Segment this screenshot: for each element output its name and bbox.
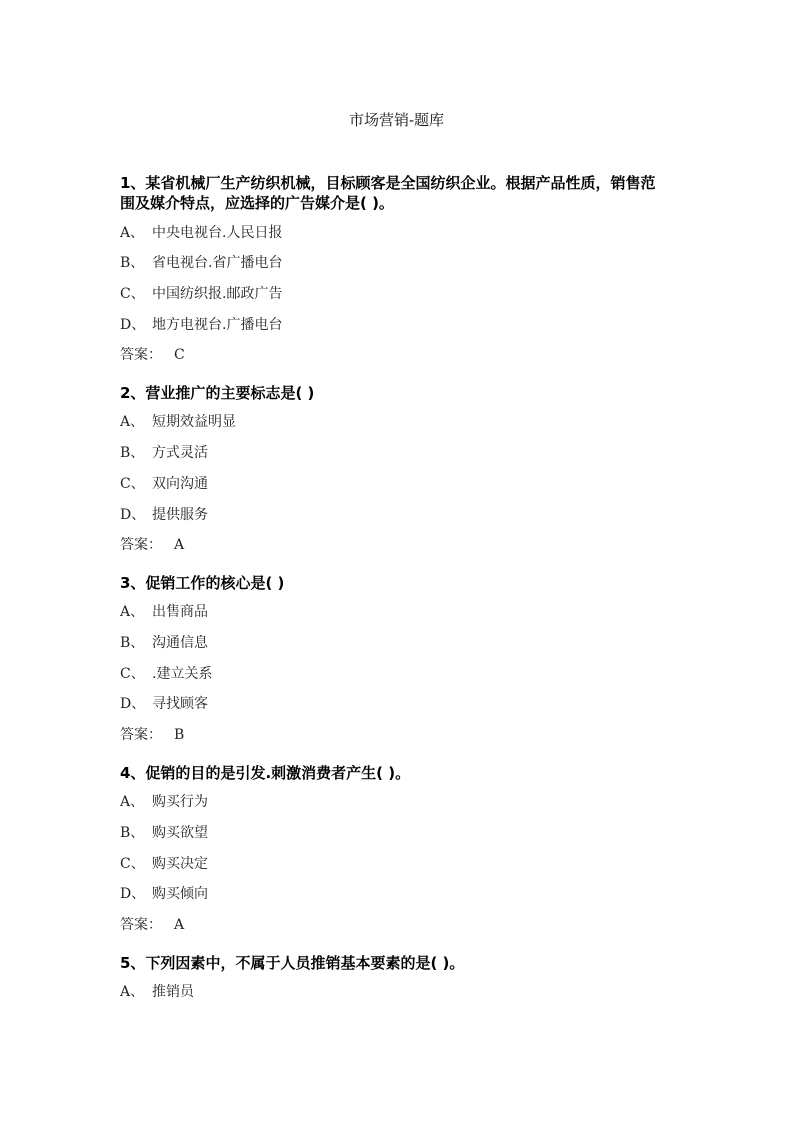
option-item: [120, 597, 665, 628]
option-item: [120, 689, 665, 720]
option-letter: C、: [120, 285, 145, 302]
option-text: 购买倾向: [152, 886, 208, 903]
question-text: 5、下列因素中，不属于人员推销基本要素的是( )。: [120, 953, 465, 972]
question-text: 2、营业推广的主要标志是( ): [120, 383, 315, 402]
option-text: 方式灵活: [152, 445, 208, 462]
option-text: 地方电视台.广播电台: [152, 316, 283, 333]
option-item: [120, 849, 665, 880]
page-title: 市场营销-题库: [348, 111, 445, 129]
answer-value: B: [174, 727, 185, 744]
option-item: [120, 879, 665, 910]
option-item: [120, 310, 665, 341]
question-block: [120, 173, 665, 371]
option-text: 沟通信息: [152, 635, 208, 652]
option-letter: B、: [120, 825, 145, 841]
option-item: [120, 977, 665, 1008]
option-letter: D、: [120, 506, 146, 523]
option-item: [120, 628, 665, 659]
option-letter: A、: [120, 224, 145, 241]
option-letter: D、: [120, 316, 146, 333]
option-text: 购买欲望: [152, 825, 208, 841]
option-letter: B、: [120, 445, 145, 462]
option-item: [120, 438, 665, 469]
option-letter: D、: [120, 696, 146, 713]
option-text: 中央电视台.人民日报: [152, 224, 283, 241]
option-text: 省电视台.省广播电台: [152, 255, 283, 272]
option-letter: A、: [120, 794, 145, 811]
option-item: [120, 218, 665, 249]
answer-line: [120, 340, 665, 371]
question-block: [120, 953, 665, 1008]
option-letter: A、: [120, 984, 145, 1001]
option-letter: C、: [120, 665, 145, 682]
option-item: [120, 787, 665, 818]
option-letter: A、: [120, 604, 145, 621]
question-text: 4、促销的目的是引发.刺激消费者产生( )。: [120, 763, 411, 782]
option-item: [120, 469, 665, 500]
option-item: [120, 818, 665, 849]
answer-label: 答案：: [120, 537, 162, 554]
option-letter: B、: [120, 635, 145, 652]
question-list: [120, 173, 665, 1008]
option-letter: C、: [120, 475, 145, 492]
option-letter: D、: [120, 886, 146, 903]
option-text: 中国纺织报.邮政广告: [152, 285, 283, 302]
option-letter: B、: [120, 255, 145, 272]
question-block: [120, 383, 665, 561]
answer-line: [120, 720, 665, 751]
answer-label: 答案：: [120, 347, 162, 364]
option-text: 短期效益明显: [152, 414, 236, 431]
answer-line: [120, 910, 665, 941]
answer-value: A: [174, 917, 185, 934]
option-text: 寻找顾客: [152, 696, 208, 713]
answer-value: C: [174, 347, 185, 364]
option-item: [120, 248, 665, 279]
option-text: 购买决定: [152, 855, 208, 872]
question-block: [120, 763, 665, 941]
question-text: 1、某省机械厂生产纺织机械，目标顾客是全国纺织企业。根据产品性质，销售范围及媒介特点，应选择的广告媒介是( )。: [120, 174, 656, 212]
option-text: 推销员: [152, 984, 194, 1001]
option-text: 双向沟通: [152, 475, 208, 492]
option-letter: C、: [120, 855, 145, 872]
option-letter: A、: [120, 414, 145, 431]
option-text: .建立关系: [152, 665, 213, 682]
question-block: [120, 573, 665, 751]
answer-line: [120, 530, 665, 561]
option-text: 购买行为: [152, 794, 208, 811]
option-text: 提供服务: [152, 506, 208, 523]
option-text: 出售商品: [152, 604, 208, 621]
option-item: [120, 659, 665, 690]
answer-value: A: [174, 537, 185, 554]
option-item: [120, 407, 665, 438]
question-text: 3、促销工作的核心是( ): [120, 573, 285, 592]
answer-label: 答案：: [120, 917, 162, 934]
option-item: [120, 500, 665, 531]
option-item: [120, 279, 665, 310]
answer-label: 答案：: [120, 727, 162, 744]
